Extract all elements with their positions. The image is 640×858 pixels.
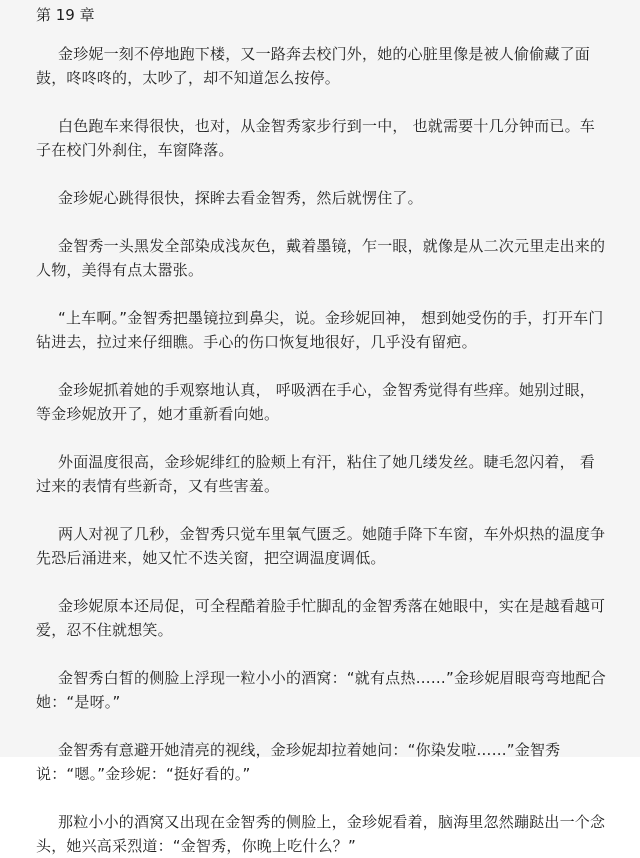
paragraph: 外面温度很高，金珍妮绯红的脸颊上有汗，粘住了她几缕发丝。睫毛忽闪着， 看过来的表情有些新奇，又有些害羞。 <box>36 453 595 495</box>
paragraph: 金智秀一头黑发全部染成浅灰色，戴着墨镜，乍一眼，就像是从二次元里走出来的人物，美得有点太嚣张。 <box>36 237 606 279</box>
paragraph: 金珍妮心跳得很快，探眸去看金智秀，然后就愣住了。 <box>58 189 423 207</box>
paragraph: 金珍妮一刻不停地跑下楼，又一路奔去校门外，她的心脏里像是被人偷偷藏了面鼓，咚咚咚的，太吵了，却不知道怎么按停。 <box>36 45 591 87</box>
paragraph: 金智秀有意避开她清亮的视线，金珍妮却拉着她问：“你染发啦……”金智秀说：“嗯。”金珍妮：“挺好看的。” <box>36 741 561 783</box>
chapter-body <box>36 42 610 858</box>
paragraph: 白色跑车来得很快，也对，从金智秀家步行到一中， 也就需要十几分钟而已。车子在校门外刹住，车窗降落。 <box>36 117 595 159</box>
paragraph: 金珍妮原本还局促，可全程酷着脸手忙脚乱的金智秀落在她眼中，实在是越看越可爱，忍不住就想笑。 <box>36 597 606 639</box>
paragraph: 金珍妮抓着她的手观察地认真， 呼吸洒在手心，金智秀觉得有些痒。她别过眼，等金珍妮放开了，她才重新看向她。 <box>36 381 595 423</box>
paragraph: 那粒小小的酒窝又出现在金智秀的侧脸上，金珍妮看着，脑海里忽然蹦跶出一个念头，她兴高采烈道：“金智秀，你晚上吃什么？” <box>36 813 606 855</box>
paragraph: 两人对视了几秒，金智秀只觉车里氧气匮乏。她随手降下车窗，车外炽热的温度争先恐后涌进来，她又忙不迭关窗，把空调温度调低。 <box>36 525 606 567</box>
paragraph: “上车啊。”金智秀把墨镜拉到鼻尖，说。金珍妮回神， 想到她受伤的手，打开车门钻进去，拉过来仔细瞧。手心的伤口恢复地很好，几乎没有留疤。 <box>36 309 604 351</box>
chapter-title: 第 19 章 <box>36 6 95 24</box>
paragraph: 金智秀白皙的侧脸上浮现一粒小小的酒窝：“就有点热……”金珍妮眉眼弯弯地配合她：“是呀。” <box>36 669 606 711</box>
